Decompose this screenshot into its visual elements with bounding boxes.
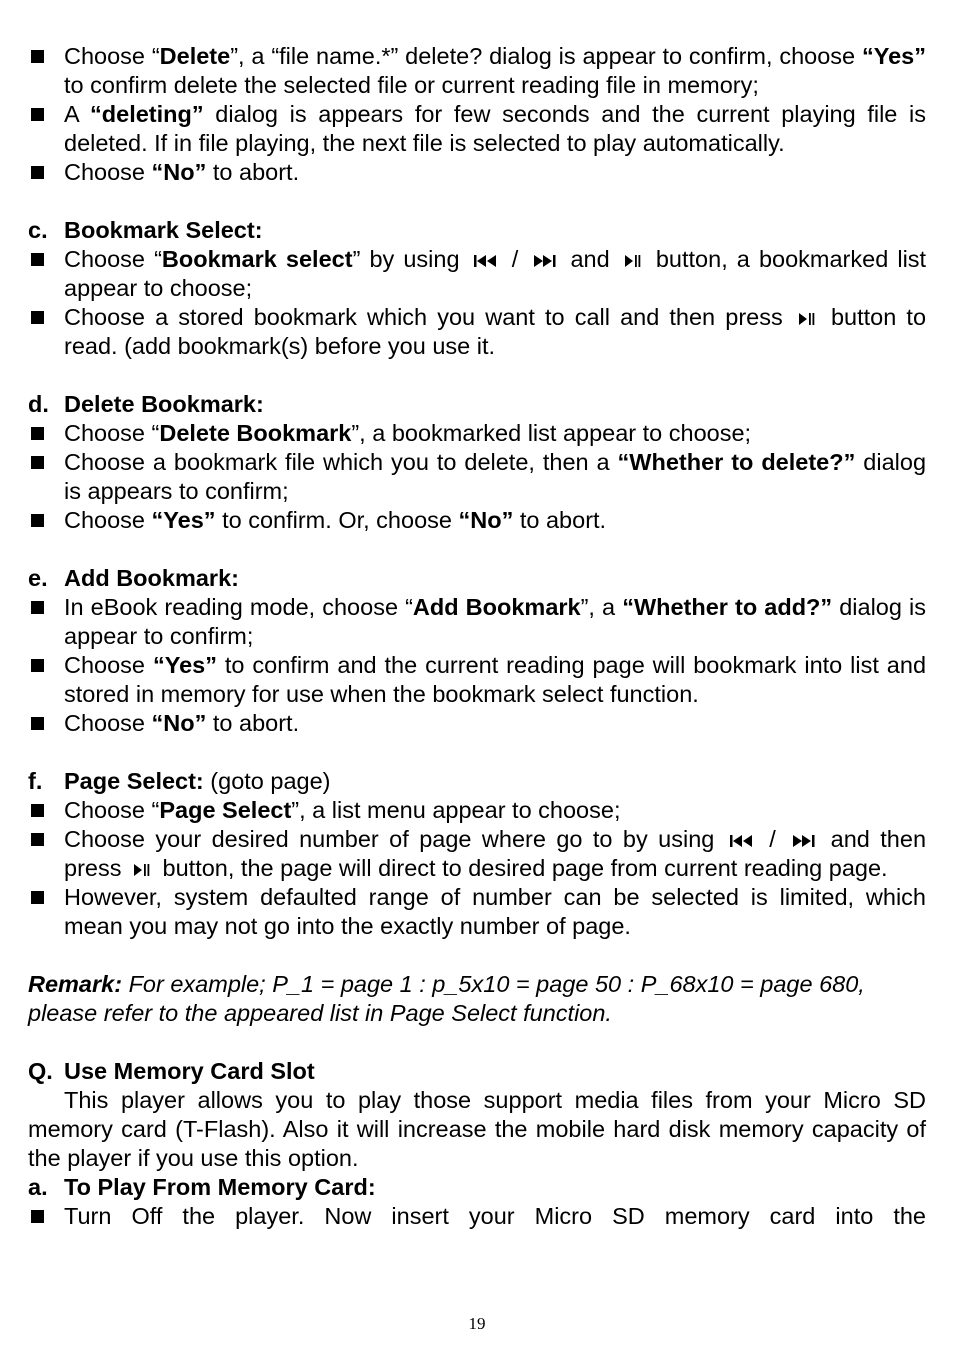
bullet-square-icon (31, 514, 44, 527)
bullet-square-icon (31, 659, 44, 672)
remark-note: Remark: For example; P_1 = page 1 : p_5x10 = page 50 : P_68x10 = page 680, please refer to the appeared list in Page Select function. (28, 971, 865, 1026)
next-track-icon (531, 253, 557, 269)
list-item: Choose “No” to abort. (28, 158, 926, 187)
play-pause-icon (132, 862, 152, 878)
bullet-square-icon (31, 311, 44, 324)
list-item: Choose “Delete”, a “file name.*” delete? dialog is appear to confirm, choose “Yes” to confirm delete the selected file or current reading file in memory; (28, 42, 926, 100)
bullet-square-icon (31, 833, 44, 846)
list-item: Choose a stored bookmark which you want to call and then press button to read. (add bookmark(s) before you use it. (28, 303, 926, 361)
bullet-square-icon (31, 1210, 44, 1223)
paragraph: This player allows you to play those support media files from your Micro SD memory card (T-Flash). Also it will increase the mobile hard disk memory capacity of the player if you use this option. (28, 1087, 926, 1171)
play-pause-icon (623, 253, 643, 269)
bullet-square-icon (31, 891, 44, 904)
next-track-icon (790, 833, 816, 849)
play-pause-icon (797, 311, 817, 327)
list-item: In eBook reading mode, choose “Add Bookmark”, a “Whether to add?” dialog is appear to confirm; (28, 593, 926, 651)
list-item: Choose “No” to abort. (28, 709, 926, 738)
list-item: Choose “Bookmark select” by using / and button, a bookmarked list appear to choose; (28, 245, 926, 303)
list-item: Choose “Yes” to confirm and the current reading page will bookmark into list and stored in memory for use when the bookmark select function. (28, 651, 926, 709)
document-page (28, 42, 926, 1231)
page-number: 19 (468, 1314, 486, 1333)
prev-track-icon (473, 253, 499, 269)
prev-track-icon (729, 833, 755, 849)
section-heading: e. Add Bookmark: (28, 565, 239, 591)
bullet-square-icon (31, 717, 44, 730)
bullet-square-icon (31, 253, 44, 266)
bullet-square-icon (31, 601, 44, 614)
bullet-square-icon (31, 108, 44, 121)
list-item: Choose “Delete Bookmark”, a bookmarked list appear to choose; (28, 419, 926, 448)
list-item: However, system defaulted range of number can be selected is limited, which mean you may not go into the exactly number of page. (28, 883, 926, 941)
subsection-heading: a. To Play From Memory Card: (28, 1174, 376, 1200)
bullet-square-icon (31, 166, 44, 179)
bullet-square-icon (31, 456, 44, 469)
section-heading: Q. Use Memory Card Slot (28, 1058, 315, 1084)
section-heading: c. Bookmark Select: (28, 217, 263, 243)
list-item: Choose “Page Select”, a list menu appear to choose; (28, 796, 926, 825)
list-item: Choose your desired number of page where go to by using / and then press button, the page will direct to desired page from current reading page. (28, 825, 926, 883)
list-item: Choose a bookmark file which you to delete, then a “Whether to delete?” dialog is appears to confirm; (28, 448, 926, 506)
list-item: Turn Off the player. Now insert your Micro SD memory card into the (28, 1202, 926, 1231)
bullet-square-icon (31, 804, 44, 817)
list-item: A “deleting” dialog is appears for few seconds and the current playing file is deleted. If in file playing, the next file is selected to play automatically. (28, 100, 926, 158)
section-heading: d. Delete Bookmark: (28, 391, 264, 417)
bullet-square-icon (31, 50, 44, 63)
list-item: Choose “Yes” to confirm. Or, choose “No” to abort. (28, 506, 926, 535)
bullet-square-icon (31, 427, 44, 440)
section-heading: f. Page Select: (goto page) (28, 768, 331, 794)
